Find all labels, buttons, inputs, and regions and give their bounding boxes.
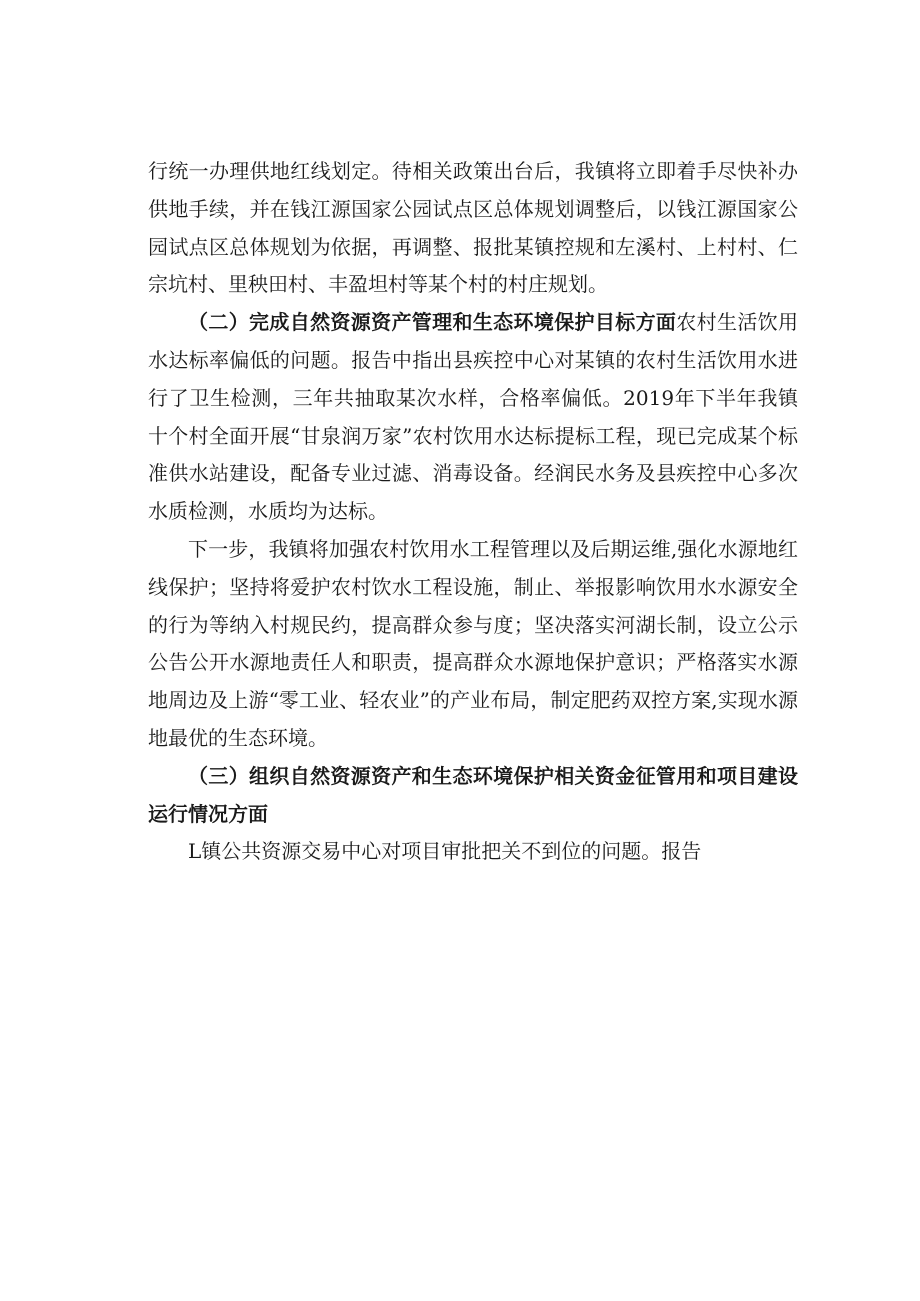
section-two-body: 农村生活饮用水达标率偏低的问题。报告中指出县疾控中心对某镇的农村生活饮用水进行了卫生检测，三年共抽取某次水样，合格率偏低。2019年下半年我镇十个村全面开展“甘泉润万家”农村饮用水达标提标工程，现已完成某个标准供水站建设，配备专业过滤、消毒设备。经润民水务及县疾控中心多次水质检测，水质均为达标。	[148, 310, 799, 524]
section-two-paragraph	[148, 304, 798, 531]
paragraph-planning-continuation: 行统一办理供地红线划定。待相关政策出台后，我镇将立即着手尽快补办供地手续，并在钱江源国家公园试点区总体规划调整后，以钱江源国家公园试点区总体规划为依据，再调整、报批某镇控规和左溪村、上村村、仁宗坑村、里秧田村、丰盈坦村等某个村的村庄规划。	[148, 159, 798, 297]
section-two-heading: （二）完成自然资源资产管理和生态环境保护目标方面	[188, 310, 677, 335]
paragraph-trading-center: L镇公共资源交易中心对项目审批把关不到位的问题。报告	[188, 839, 702, 864]
document-page	[148, 153, 798, 871]
paragraph-next-steps: 下一步，我镇将加强农村饮用水工程管理以及后期运维,强化水源地红线保护；坚持将爱护农村饮水工程设施，制止、举报影响饮用水水源安全的行为等纳入村规民约，提高群众参与度；坚决落实河湖长制，设立公示公告公开水源地责任人和职责，提高群众水源地保护意识；严格落实水源地周边及上游“零工业、轻农业”的产业布局，制定肥药双控方案,实现水源地最优的生态环境。	[148, 536, 798, 750]
section-three-heading: （三）组织自然资源资产和生态环境保护相关资金征管用和项目建设运行情况方面	[148, 763, 798, 826]
